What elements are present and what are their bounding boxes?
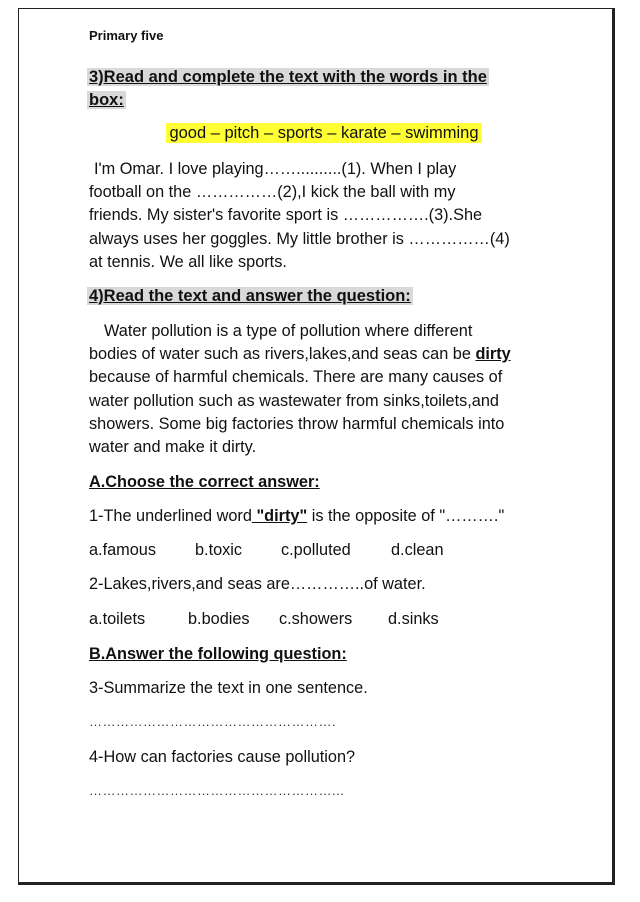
q3-text-line: I'm Omar. I love playing……..........(1). When I play <box>94 160 457 178</box>
q1-option-c[interactable]: c.polluted <box>281 541 351 559</box>
q3-text <box>89 158 559 274</box>
underlined-word-dirty: dirty <box>475 345 511 364</box>
q4-heading-wrap <box>87 285 413 308</box>
passage-line <box>89 343 559 366</box>
q3-heading-2 <box>87 89 126 112</box>
question-1 <box>89 507 504 526</box>
passage-line: water pollution such as wastewater from sinks,toilets,and <box>89 391 499 410</box>
passage-line: water and make it dirty. <box>89 438 257 457</box>
passage-line-text: bodies of water such as rivers,lakes,and seas can be <box>89 345 476 364</box>
question-1-text: 1-The underlined word <box>89 507 252 525</box>
q4-passage <box>89 320 559 459</box>
passage-line: because of harmful chemicals. There are many causes of <box>89 368 503 387</box>
question-1-text-end: is the opposite of "………." <box>307 507 505 525</box>
question-3: 3-Summarize the text in one sentence. <box>89 679 368 697</box>
q2-option-a[interactable]: a.toilets <box>89 610 146 628</box>
q3-text-line: football on the ……………(2),I kick the ball with my <box>89 183 456 202</box>
answer-line-3[interactable]: ………………………………………………. <box>89 714 337 729</box>
q1-option-d[interactable]: d.clean <box>391 541 444 559</box>
q2-option-c[interactable]: c.showers <box>279 610 353 628</box>
q3-text-line: friends. My sister's favorite sport is …………….(3).She <box>89 206 483 225</box>
passage-line: Water pollution is a type of pollution where different <box>104 322 473 340</box>
answer-line-4[interactable]: ………………………………………………... <box>89 783 345 798</box>
grade-label: Primary five <box>89 28 164 43</box>
q3-heading <box>87 66 489 89</box>
q3-text-line: at tennis. We all like sports. <box>89 252 287 271</box>
question-4: 4-How can factories cause pollution? <box>89 748 356 766</box>
question-1-word: "dirty" <box>251 507 308 525</box>
q1-option-a[interactable]: a.famous <box>89 541 156 559</box>
q3-heading-line1: 3)Read and complete the text with the words in the <box>89 68 487 86</box>
q2-option-b[interactable]: b.bodies <box>188 610 250 628</box>
word-box: good – pitch – sports – karate – swimming <box>166 123 481 143</box>
q4-heading: 4)Read the text and answer the question: <box>89 287 411 305</box>
q1-option-b[interactable]: b.toxic <box>195 541 243 559</box>
question-2: 2-Lakes,rivers,and seas are…………..of water. <box>89 575 426 593</box>
q2-option-d[interactable]: d.sinks <box>388 610 439 628</box>
q3-text-line: always uses her goggles. My little brother is ……………(4) <box>89 229 510 248</box>
section-a-heading: A.Choose the correct answer: <box>89 473 320 491</box>
passage-line: showers. Some big factories throw harmful chemicals into <box>89 414 505 433</box>
q3-heading-line2: box: <box>89 91 124 109</box>
section-b-heading: B.Answer the following question: <box>89 645 347 663</box>
word-box-container <box>89 124 559 143</box>
